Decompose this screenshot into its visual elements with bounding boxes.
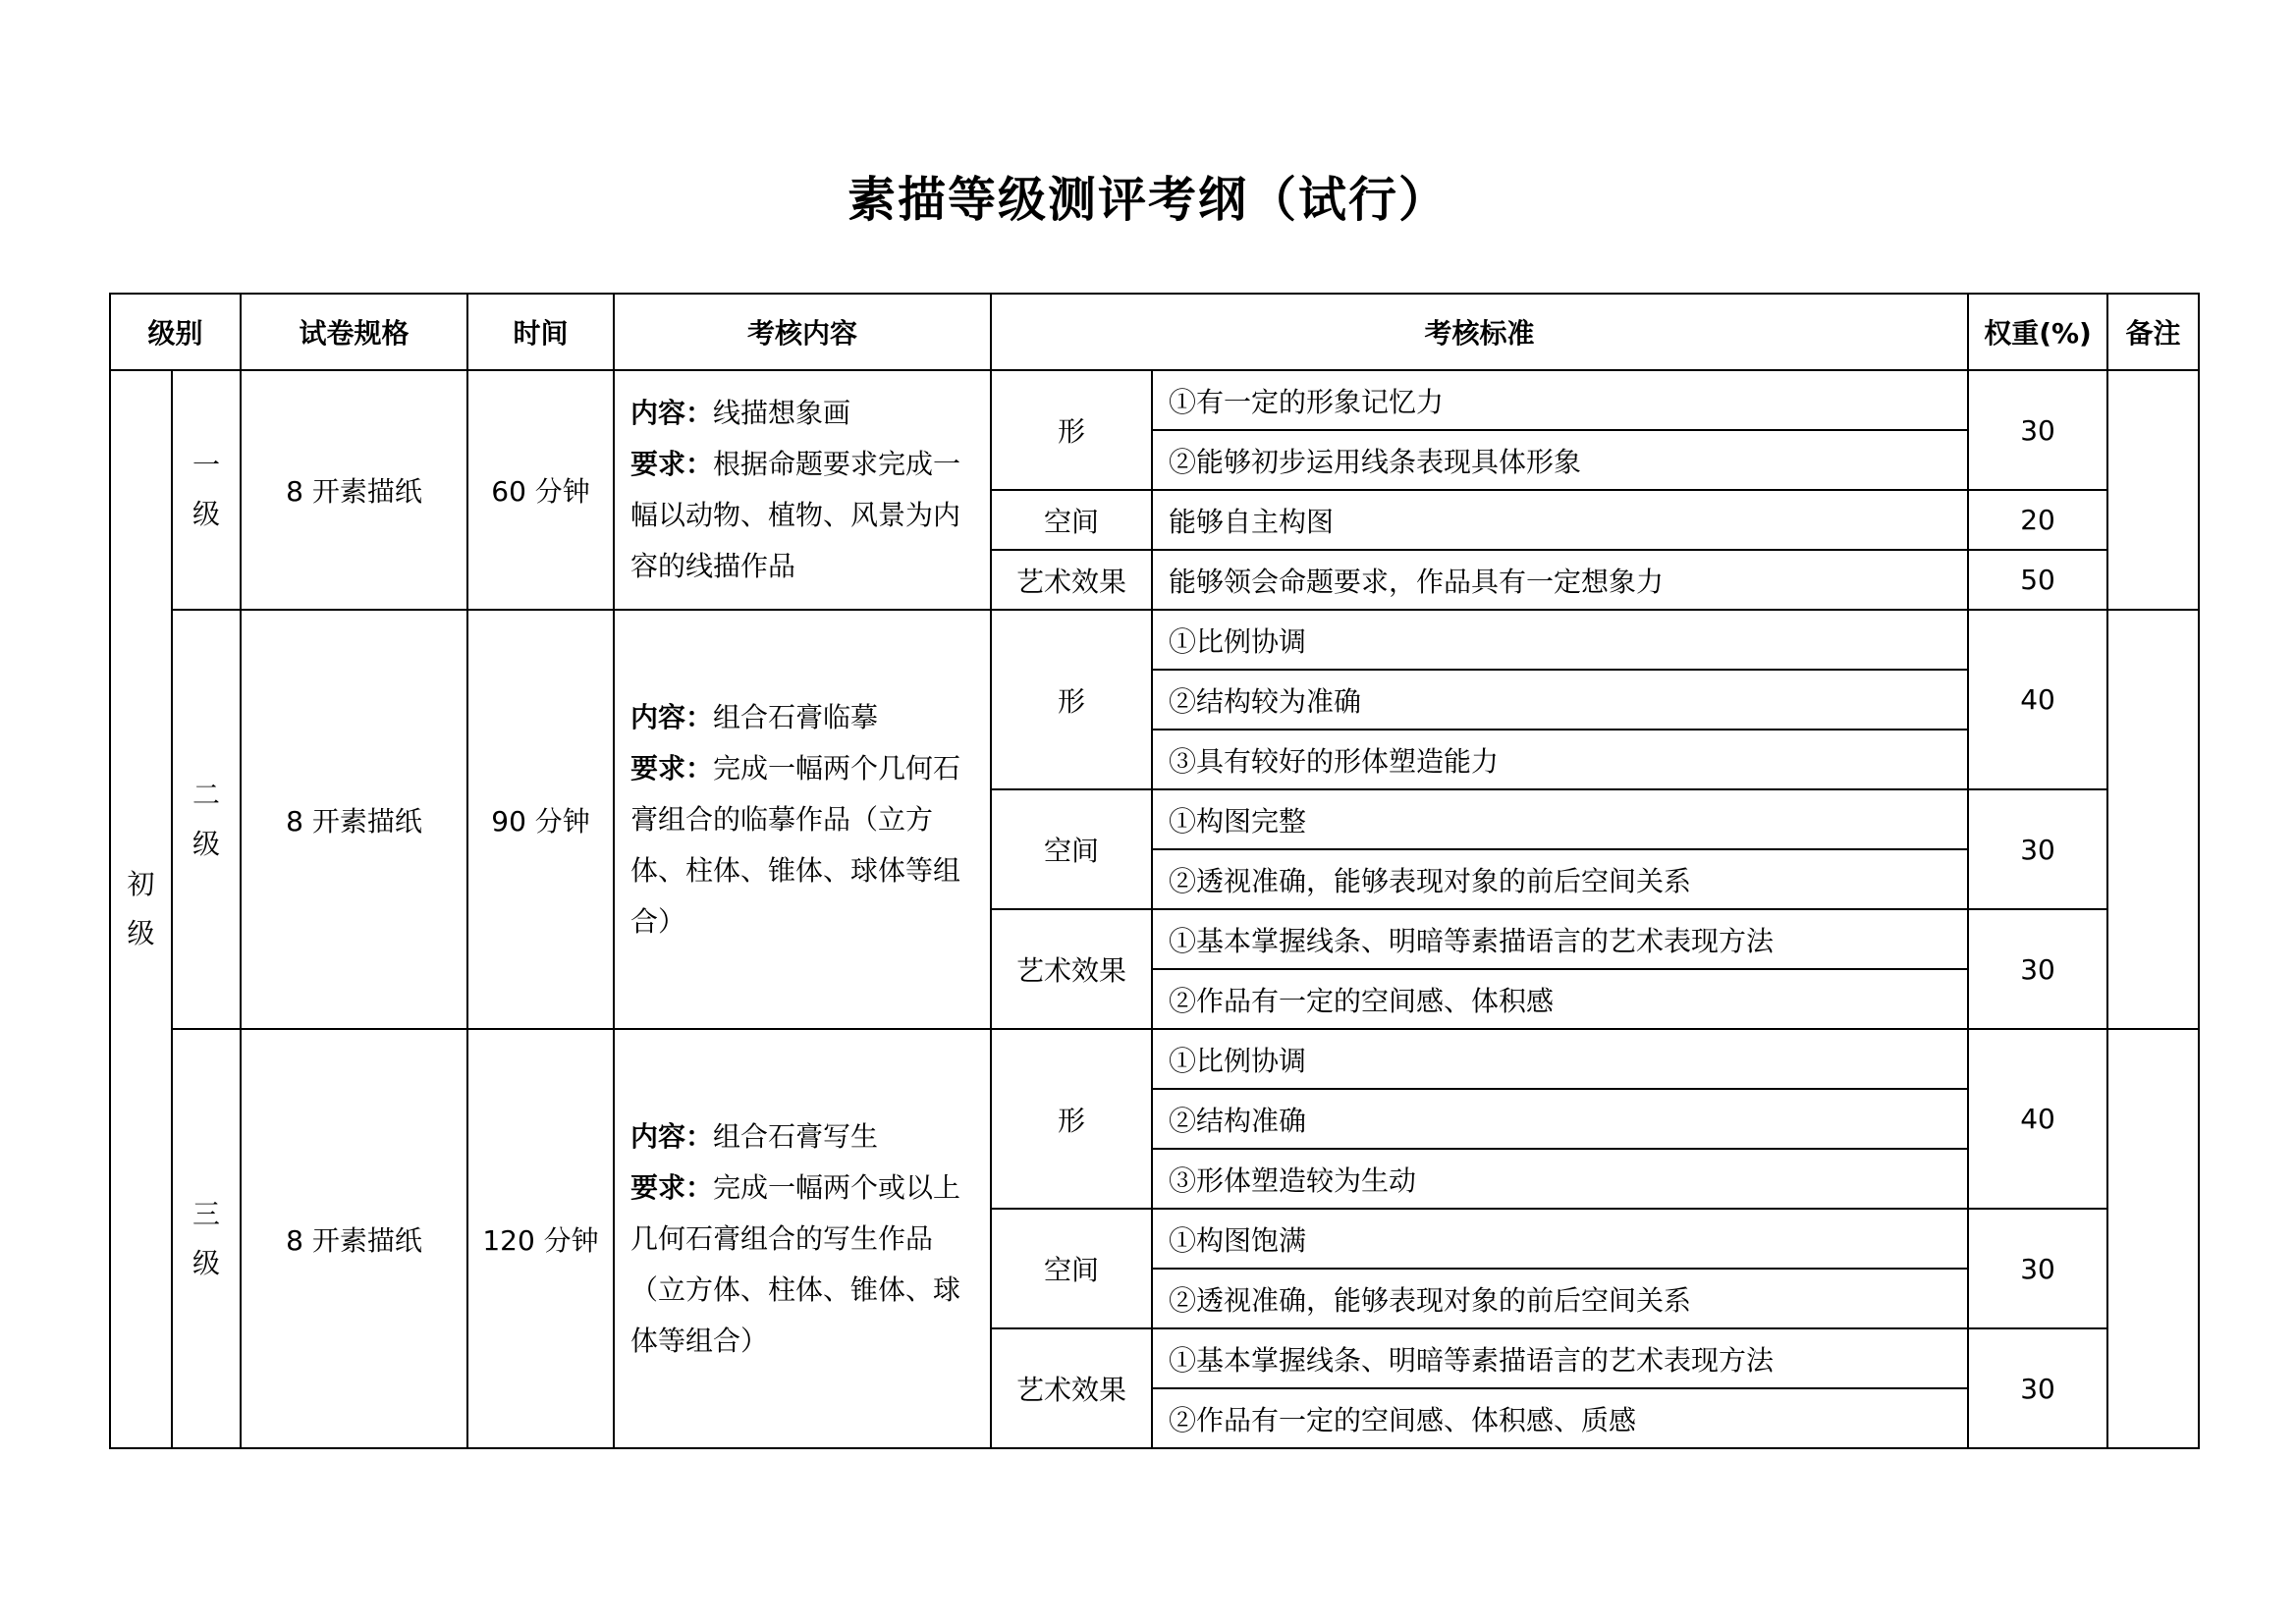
weight-cell: 40	[1968, 1029, 2107, 1209]
note-cell	[2107, 1029, 2199, 1448]
category-cell: 形	[991, 610, 1152, 789]
criterion-cell: ②能够初步运用线条表现具体形象	[1152, 430, 1968, 490]
table-row	[110, 610, 2199, 670]
criterion-cell: 能够领会命题要求，作品具有一定想象力	[1152, 550, 1968, 610]
content-label: 内容：	[630, 700, 714, 733]
header-content: 考核内容	[614, 294, 991, 370]
content-cell	[614, 610, 991, 1029]
content-text: 线描想象画	[713, 397, 851, 429]
criterion-cell: ②结构准确	[1152, 1089, 1968, 1149]
criterion-cell: ②作品有一定的空间感、体积感	[1152, 969, 1968, 1029]
criterion-cell: 能够自主构图	[1152, 490, 1968, 550]
criterion-cell: ①基本掌握线条、明暗等素描语言的艺术表现方法	[1152, 1328, 1968, 1388]
category-cell: 空间	[991, 490, 1152, 550]
level-name-char: 级	[192, 1246, 221, 1279]
content-cell	[614, 370, 991, 610]
header-paper: 试卷规格	[241, 294, 467, 370]
level-name-char: 二	[192, 778, 221, 811]
category-cell: 艺术效果	[991, 550, 1152, 610]
requirement-label: 要求：	[630, 751, 714, 784]
content-text: 组合石膏写生	[713, 1119, 879, 1153]
content-text: 组合石膏临摹	[713, 700, 879, 733]
criterion-cell: ①构图完整	[1152, 789, 1968, 849]
group-char: 初	[127, 868, 155, 900]
header-criteria: 考核标准	[991, 294, 1968, 370]
table-row	[110, 370, 2199, 430]
level-name-char: 三	[192, 1197, 221, 1230]
criterion-cell: ②透视准确，能够表现对象的前后空间关系	[1152, 1269, 1968, 1328]
group-cell	[110, 370, 172, 1448]
criterion-cell: ②结构较为准确	[1152, 670, 1968, 730]
time-cell: 120 分钟	[467, 1029, 614, 1448]
note-cell	[2107, 610, 2199, 1029]
page-title: 素描等级测评考纲（试行）	[847, 171, 1449, 228]
level-name-cell	[172, 610, 241, 1029]
category-cell: 艺术效果	[991, 1328, 1152, 1448]
weight-cell: 20	[1968, 490, 2107, 550]
exam-outline-table	[109, 293, 2200, 1449]
paper-cell: 8 开素描纸	[241, 1029, 467, 1448]
requirement-text: 根据命题要求完成一幅以动物、植物、风景为内容的线描作品	[630, 448, 961, 582]
time-cell: 90 分钟	[467, 610, 614, 1029]
category-cell: 形	[991, 1029, 1152, 1209]
requirement-text: 完成一幅两个几何石膏组合的临摹作品（立方体、柱体、锥体、球体等组合）	[630, 751, 961, 938]
category-cell: 艺术效果	[991, 909, 1152, 1029]
weight-cell: 30	[1968, 370, 2107, 490]
requirement-text: 完成一幅两个或以上几何石膏组合的写生作品（立方体、柱体、锥体、球体等组合）	[630, 1170, 961, 1357]
weight-cell: 30	[1968, 789, 2107, 909]
content-label: 内容：	[630, 1119, 714, 1153]
level-name-char: 级	[192, 827, 221, 860]
level-name-cell	[172, 370, 241, 610]
criterion-cell: ①有一定的形象记忆力	[1152, 370, 1968, 430]
category-cell: 空间	[991, 1209, 1152, 1328]
level-name-char: 一	[192, 449, 221, 481]
weight-cell: 30	[1968, 1209, 2107, 1328]
content-label: 内容：	[630, 397, 714, 429]
criterion-cell: ②透视准确，能够表现对象的前后空间关系	[1152, 849, 1968, 909]
note-cell	[2107, 370, 2199, 610]
weight-cell: 30	[1968, 909, 2107, 1029]
category-cell: 形	[991, 370, 1152, 490]
criterion-cell: ①基本掌握线条、明暗等素描语言的艺术表现方法	[1152, 909, 1968, 969]
criterion-cell: ③具有较好的形体塑造能力	[1152, 730, 1968, 789]
level-name-char: 级	[192, 498, 221, 530]
criterion-cell: ②作品有一定的空间感、体积感、质感	[1152, 1388, 1968, 1448]
header-weight: 权重(%)	[1968, 294, 2107, 370]
level-name-cell	[172, 1029, 241, 1448]
criterion-cell: ③形体塑造较为生动	[1152, 1149, 1968, 1209]
criterion-cell: ①比例协调	[1152, 610, 1968, 670]
criterion-cell: ①比例协调	[1152, 1029, 1968, 1089]
time-cell: 60 分钟	[467, 370, 614, 610]
weight-cell: 50	[1968, 550, 2107, 610]
criterion-cell: ①构图饱满	[1152, 1209, 1968, 1269]
header-time: 时间	[467, 294, 614, 370]
requirement-label: 要求：	[630, 1170, 714, 1204]
paper-cell: 8 开素描纸	[241, 610, 467, 1029]
weight-cell: 40	[1968, 610, 2107, 789]
table-row	[110, 1029, 2199, 1089]
paper-cell: 8 开素描纸	[241, 370, 467, 610]
requirement-label: 要求：	[630, 448, 714, 480]
content-cell	[614, 1029, 991, 1448]
header-level: 级别	[110, 294, 241, 370]
category-cell: 空间	[991, 789, 1152, 909]
header-row	[110, 294, 2199, 370]
group-char: 级	[127, 917, 155, 949]
header-note: 备注	[2107, 294, 2199, 370]
weight-cell: 30	[1968, 1328, 2107, 1448]
